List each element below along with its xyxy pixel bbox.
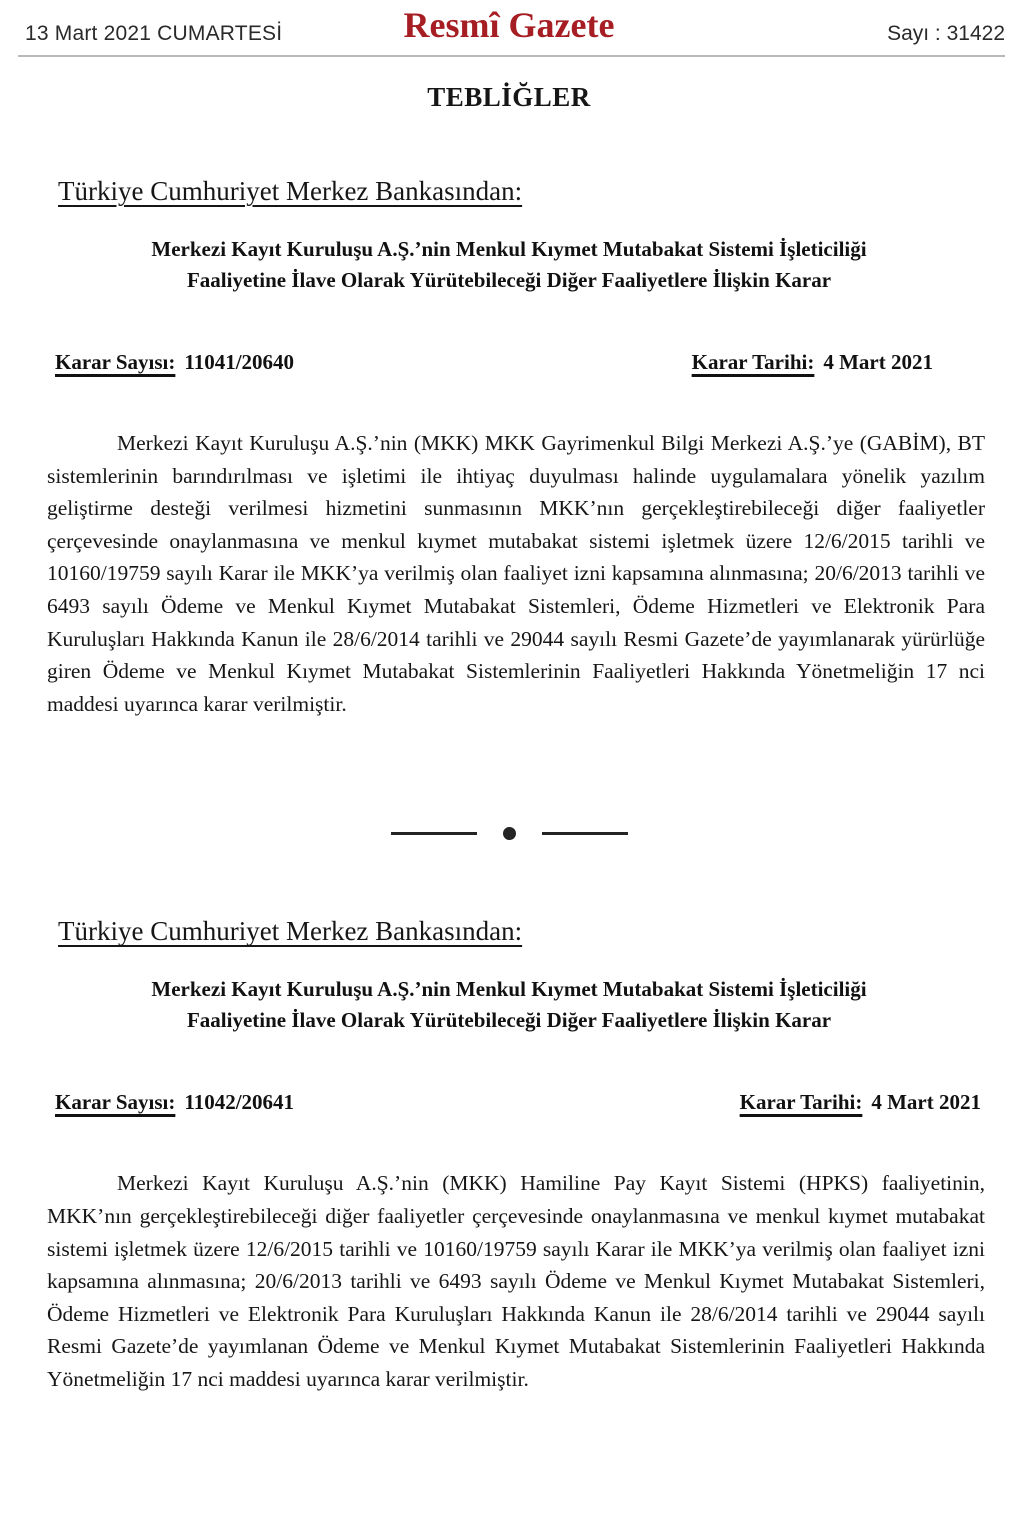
decree-number-label: Karar Sayısı: [55, 1090, 176, 1115]
decree-title [40, 234, 978, 296]
decree-number-label: Karar Sayısı: [55, 350, 176, 374]
separator-dot [503, 827, 516, 840]
issuing-authority: Türkiye Cumhuriyet Merkez Bankasından: [58, 916, 523, 947]
decree-number-value: 11041/20640 [184, 350, 295, 374]
decree-date-value: 4 Mart 2021 [871, 1090, 981, 1115]
decree-meta-row [55, 1090, 985, 1115]
decree-date-value: 4 Mart 2021 [823, 350, 933, 374]
header-divider [18, 55, 1005, 57]
decree-number-value: 11042/20641 [184, 1090, 295, 1115]
decree-date [740, 1090, 981, 1115]
decree-first [0, 176, 1018, 720]
decree-second [0, 916, 1018, 1395]
separator-line-left [391, 832, 477, 835]
decree-title [40, 974, 978, 1036]
separator-line-right [542, 832, 628, 835]
gazette-masthead: Resmî Gazete [403, 5, 615, 45]
decree-date-label: Karar Tarihi: [739, 1090, 863, 1115]
section-separator [0, 826, 1018, 840]
decree-title-line-2: Faaliyetine İlave Olarak Yürütebileceği Diğer Faaliyetlere İlişkin Karar [186, 268, 832, 292]
decree-body-text: Merkezi Kayıt Kuruluşu A.Ş.’nin (MKK) MKK Gayrimenkul Bilgi Merkezi A.Ş.’ye (GABİM), BT sistemlerinin barındırılması ve işletimi ile ihtiyaç duyulması halinde uygulamalara yönelik yazılım geliştirme desteği verilmesi hizmetini sunmasının MKK’nın gerçekleştirebileceği diğer faaliyetler çerçevesinde onaylanmasına ve menkul kıymet mutabakat sistemi işletmek üzere 12/6/2015 tarihli ve 10160/19759 sayılı Karar ile MKK’ya verilmiş olan faaliyet izni kapsamına alınmasına; 20/6/2013 tarihli ve 6493 sayılı Ödeme ve Menkul Kıymet Mutabakat Sistemleri, Ödeme Hizmetleri ve Elektronik Para Kuruluşları Hakkında Kanun ile 28/6/2014 tarihli ve 29044 sayılı Resmi Gazete’de yayımlanarak yürürlüğe giren Ödeme ve Menkul Kıymet Mutabakat Sistemlerinin Faaliyetleri Hakkında Yönetmeliğin 17 nci maddesi uyarınca karar verilmiştir. [47, 431, 985, 716]
decree-title-line-2: Faaliyetine İlave Olarak Yürütebileceği Diğer Faaliyetlere İlişkin Karar [186, 1008, 832, 1033]
decree-title-line-1: Merkezi Kayıt Kuruluşu A.Ş.’nin Menkul Kıymet Mutabakat Sistemi İşleticiliği [151, 977, 867, 1002]
section-heading: TEBLİĞLER [427, 82, 591, 112]
gazette-date: 13 Mart 2021 CUMARTESİ [25, 22, 283, 45]
decree-body-text: Merkezi Kayıt Kuruluşu A.Ş.’nin (MKK) Hamiline Pay Kayıt Sistemi (HPKS) faaliyetinin, MKK’nın gerçekleştirebileceği diğer faaliyetler çerçevesinde onaylanmasına ve menkul kıymet mutabakat sistemi işletmek üzere 12/6/2015 tarihli ve 10160/19759 sayılı Karar ile MKK’ya verilmiş olan faaliyet izni kapsamına alınmasına; 20/6/2013 tarihli ve 6493 sayılı Ödeme ve Menkul Kıymet Mutabakat Sistemleri, Ödeme Hizmetleri ve Elektronik Para Kuruluşları Hakkında Kanun ile 28/6/2014 tarihli ve 29044 sayılı Resmi Gazete’de yayımlanan Ödeme ve Menkul Kıymet Mutabakat Sistemlerinin Faaliyetleri Hakkında Yönetmeliğin 17 nci maddesi uyarınca karar verilmiştir. [47, 1171, 985, 1391]
decree-date [692, 350, 933, 375]
decree-date-label: Karar Tarihi: [691, 350, 815, 374]
decree-number [55, 350, 294, 375]
decree-title-line-1: Merkezi Kayıt Kuruluşu A.Ş.’nin Menkul Kıymet Mutabakat Sistemi İşleticiliği [151, 237, 867, 261]
issuing-authority: Türkiye Cumhuriyet Merkez Bankasından: [58, 176, 523, 206]
gazette-issue-number: Sayı : 31422 [887, 22, 1005, 45]
gazette-header [0, 0, 1018, 50]
decree-meta-row [55, 350, 985, 375]
decree-number [55, 1090, 294, 1115]
